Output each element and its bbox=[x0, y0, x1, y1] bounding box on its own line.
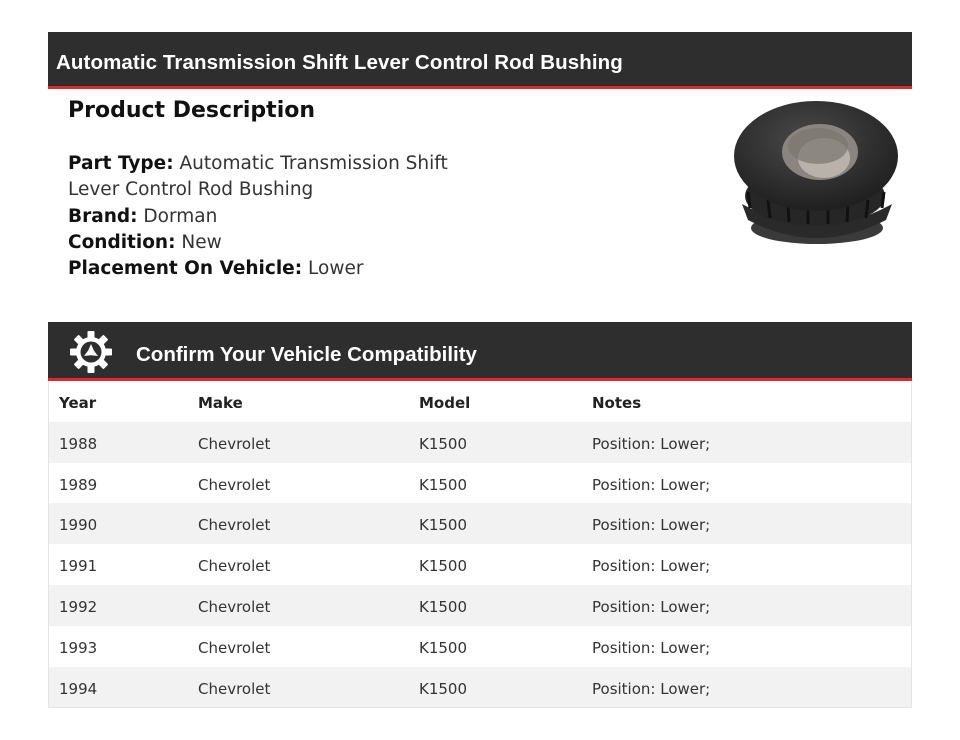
table-row bbox=[49, 544, 911, 585]
cell-make: Chevrolet bbox=[198, 434, 271, 453]
condition-row bbox=[68, 230, 448, 256]
cell-make: Chevrolet bbox=[198, 475, 271, 494]
column-header-model: Model bbox=[419, 394, 471, 412]
cell-year: 1993 bbox=[59, 638, 98, 657]
cell-model: K1500 bbox=[419, 597, 468, 616]
compatibility-title: Confirm Your Vehicle Compatibility bbox=[136, 343, 477, 366]
cell-year: 1989 bbox=[59, 475, 98, 494]
cell-year: 1988 bbox=[59, 434, 98, 453]
cell-year: 1992 bbox=[59, 597, 98, 616]
product-title-bar bbox=[48, 32, 912, 89]
brand-label: Brand: bbox=[68, 205, 138, 227]
part-type-value: Automatic Transmission Shift Lever Control Rod Bushing bbox=[68, 153, 448, 201]
cell-make: Chevrolet bbox=[198, 638, 271, 657]
table-row bbox=[49, 667, 911, 708]
cell-make: Chevrolet bbox=[198, 516, 271, 535]
condition-label: Condition: bbox=[68, 231, 176, 253]
cell-notes: Position: Lower; bbox=[592, 679, 711, 698]
cell-model: K1500 bbox=[419, 516, 468, 535]
table-row bbox=[49, 503, 911, 544]
description-heading: Product Description bbox=[68, 98, 316, 123]
column-header-year: Year bbox=[59, 394, 97, 412]
column-header-make: Make bbox=[198, 394, 243, 412]
condition-value: New bbox=[181, 231, 222, 253]
part-type-label: Part Type: bbox=[68, 153, 174, 174]
table-row bbox=[49, 463, 911, 504]
table-row bbox=[49, 585, 911, 626]
placement-value: Lower bbox=[308, 258, 364, 280]
compatibility-table bbox=[48, 381, 912, 708]
cell-year: 1991 bbox=[59, 557, 98, 576]
brand-row bbox=[68, 204, 448, 230]
cell-year: 1990 bbox=[59, 516, 98, 535]
description-list bbox=[68, 151, 448, 282]
brand-value: Dorman bbox=[143, 205, 218, 227]
bushing-product-image bbox=[728, 96, 906, 252]
part-type-row bbox=[68, 151, 448, 204]
cell-notes: Position: Lower; bbox=[592, 516, 711, 535]
placement-row bbox=[68, 256, 448, 282]
cell-model: K1500 bbox=[419, 475, 468, 494]
cell-make: Chevrolet bbox=[198, 597, 271, 616]
cell-model: K1500 bbox=[419, 557, 468, 576]
cell-model: K1500 bbox=[419, 679, 468, 698]
placement-label: Placement On Vehicle: bbox=[68, 258, 303, 280]
cell-make: Chevrolet bbox=[198, 557, 271, 576]
cell-year: 1994 bbox=[59, 679, 98, 698]
cell-notes: Position: Lower; bbox=[592, 597, 711, 616]
cell-notes: Position: Lower; bbox=[592, 557, 711, 576]
cell-make: Chevrolet bbox=[198, 679, 271, 698]
compatibility-header bbox=[48, 322, 912, 381]
gear-icon bbox=[70, 331, 112, 373]
cell-notes: Position: Lower; bbox=[592, 638, 711, 657]
cell-model: K1500 bbox=[419, 434, 468, 453]
cell-notes: Position: Lower; bbox=[592, 475, 711, 494]
cell-notes: Position: Lower; bbox=[592, 434, 711, 453]
cell-model: K1500 bbox=[419, 638, 468, 657]
table-row bbox=[49, 422, 911, 463]
column-header-notes: Notes bbox=[592, 394, 642, 412]
product-title: Automatic Transmission Shift Lever Control Rod Bushing bbox=[56, 51, 623, 74]
table-row bbox=[49, 626, 911, 667]
table-header-row bbox=[49, 381, 911, 422]
